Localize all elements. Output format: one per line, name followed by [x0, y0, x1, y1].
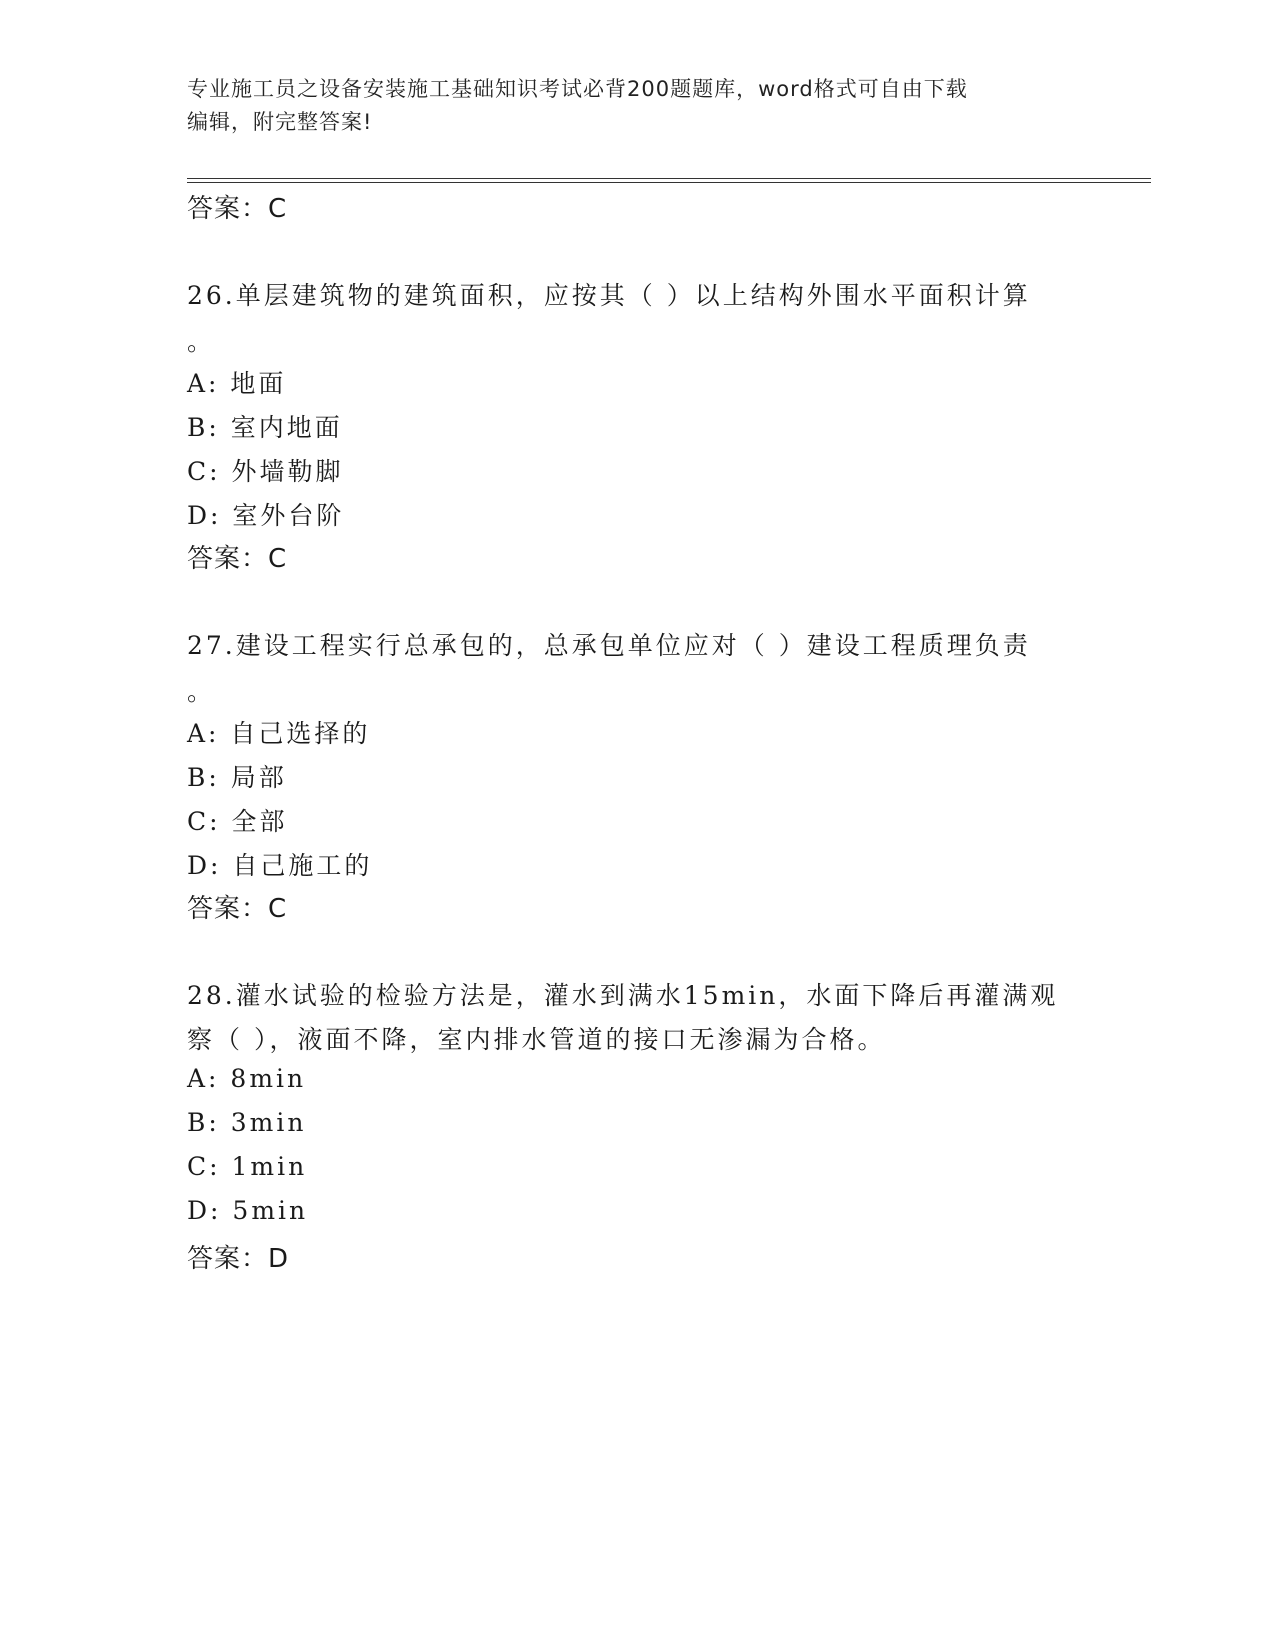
option-c: C: 全部 [187, 807, 288, 836]
document-header [187, 73, 1067, 139]
header-divider-bottom [187, 182, 1151, 183]
option-b: B: 室内地面 [187, 413, 343, 442]
question-stem: 26.单层建筑物的建筑面积，应按其（ ）以上结构外围水平面积计算 [187, 281, 1031, 310]
header-line-2: 编辑，附完整答案! [187, 110, 373, 134]
option-b: B: 局部 [187, 763, 287, 792]
option-a: A: 8min [187, 1064, 307, 1093]
option-d: D: 5min [187, 1196, 309, 1225]
answer-line: 答案：C [187, 544, 288, 574]
answer-line-prev: 答案：C [187, 194, 288, 224]
option-d: D: 自己施工的 [187, 851, 373, 880]
question-stem: 28.灌水试验的检验方法是，灌水到满水15min，水面下降后再灌满观 [187, 981, 1059, 1010]
header-line-1: 专业施工员之设备安装施工基础知识考试必背200题题库，word格式可自由下载 [187, 77, 968, 101]
option-d: D: 室外台阶 [187, 501, 345, 530]
question-stem-continued: 察（ ），液面不降，室内排水管道的接口无渗漏为合格。 [187, 1025, 886, 1054]
question-stem-continued: 。 [187, 327, 216, 356]
option-a: A: 自己选择的 [187, 719, 371, 748]
header-divider-top [187, 178, 1151, 179]
answer-line: 答案：D [187, 1244, 290, 1274]
question-stem-continued: 。 [187, 677, 216, 706]
question-stem: 27.建设工程实行总承包的，总承包单位应对（ ）建设工程质理负责 [187, 631, 1031, 660]
option-b: B: 3min [187, 1108, 307, 1137]
option-c: C: 外墙勒脚 [187, 457, 344, 486]
option-a: A: 地面 [187, 369, 287, 398]
answer-line: 答案：C [187, 894, 288, 924]
option-c: C: 1min [187, 1152, 308, 1181]
